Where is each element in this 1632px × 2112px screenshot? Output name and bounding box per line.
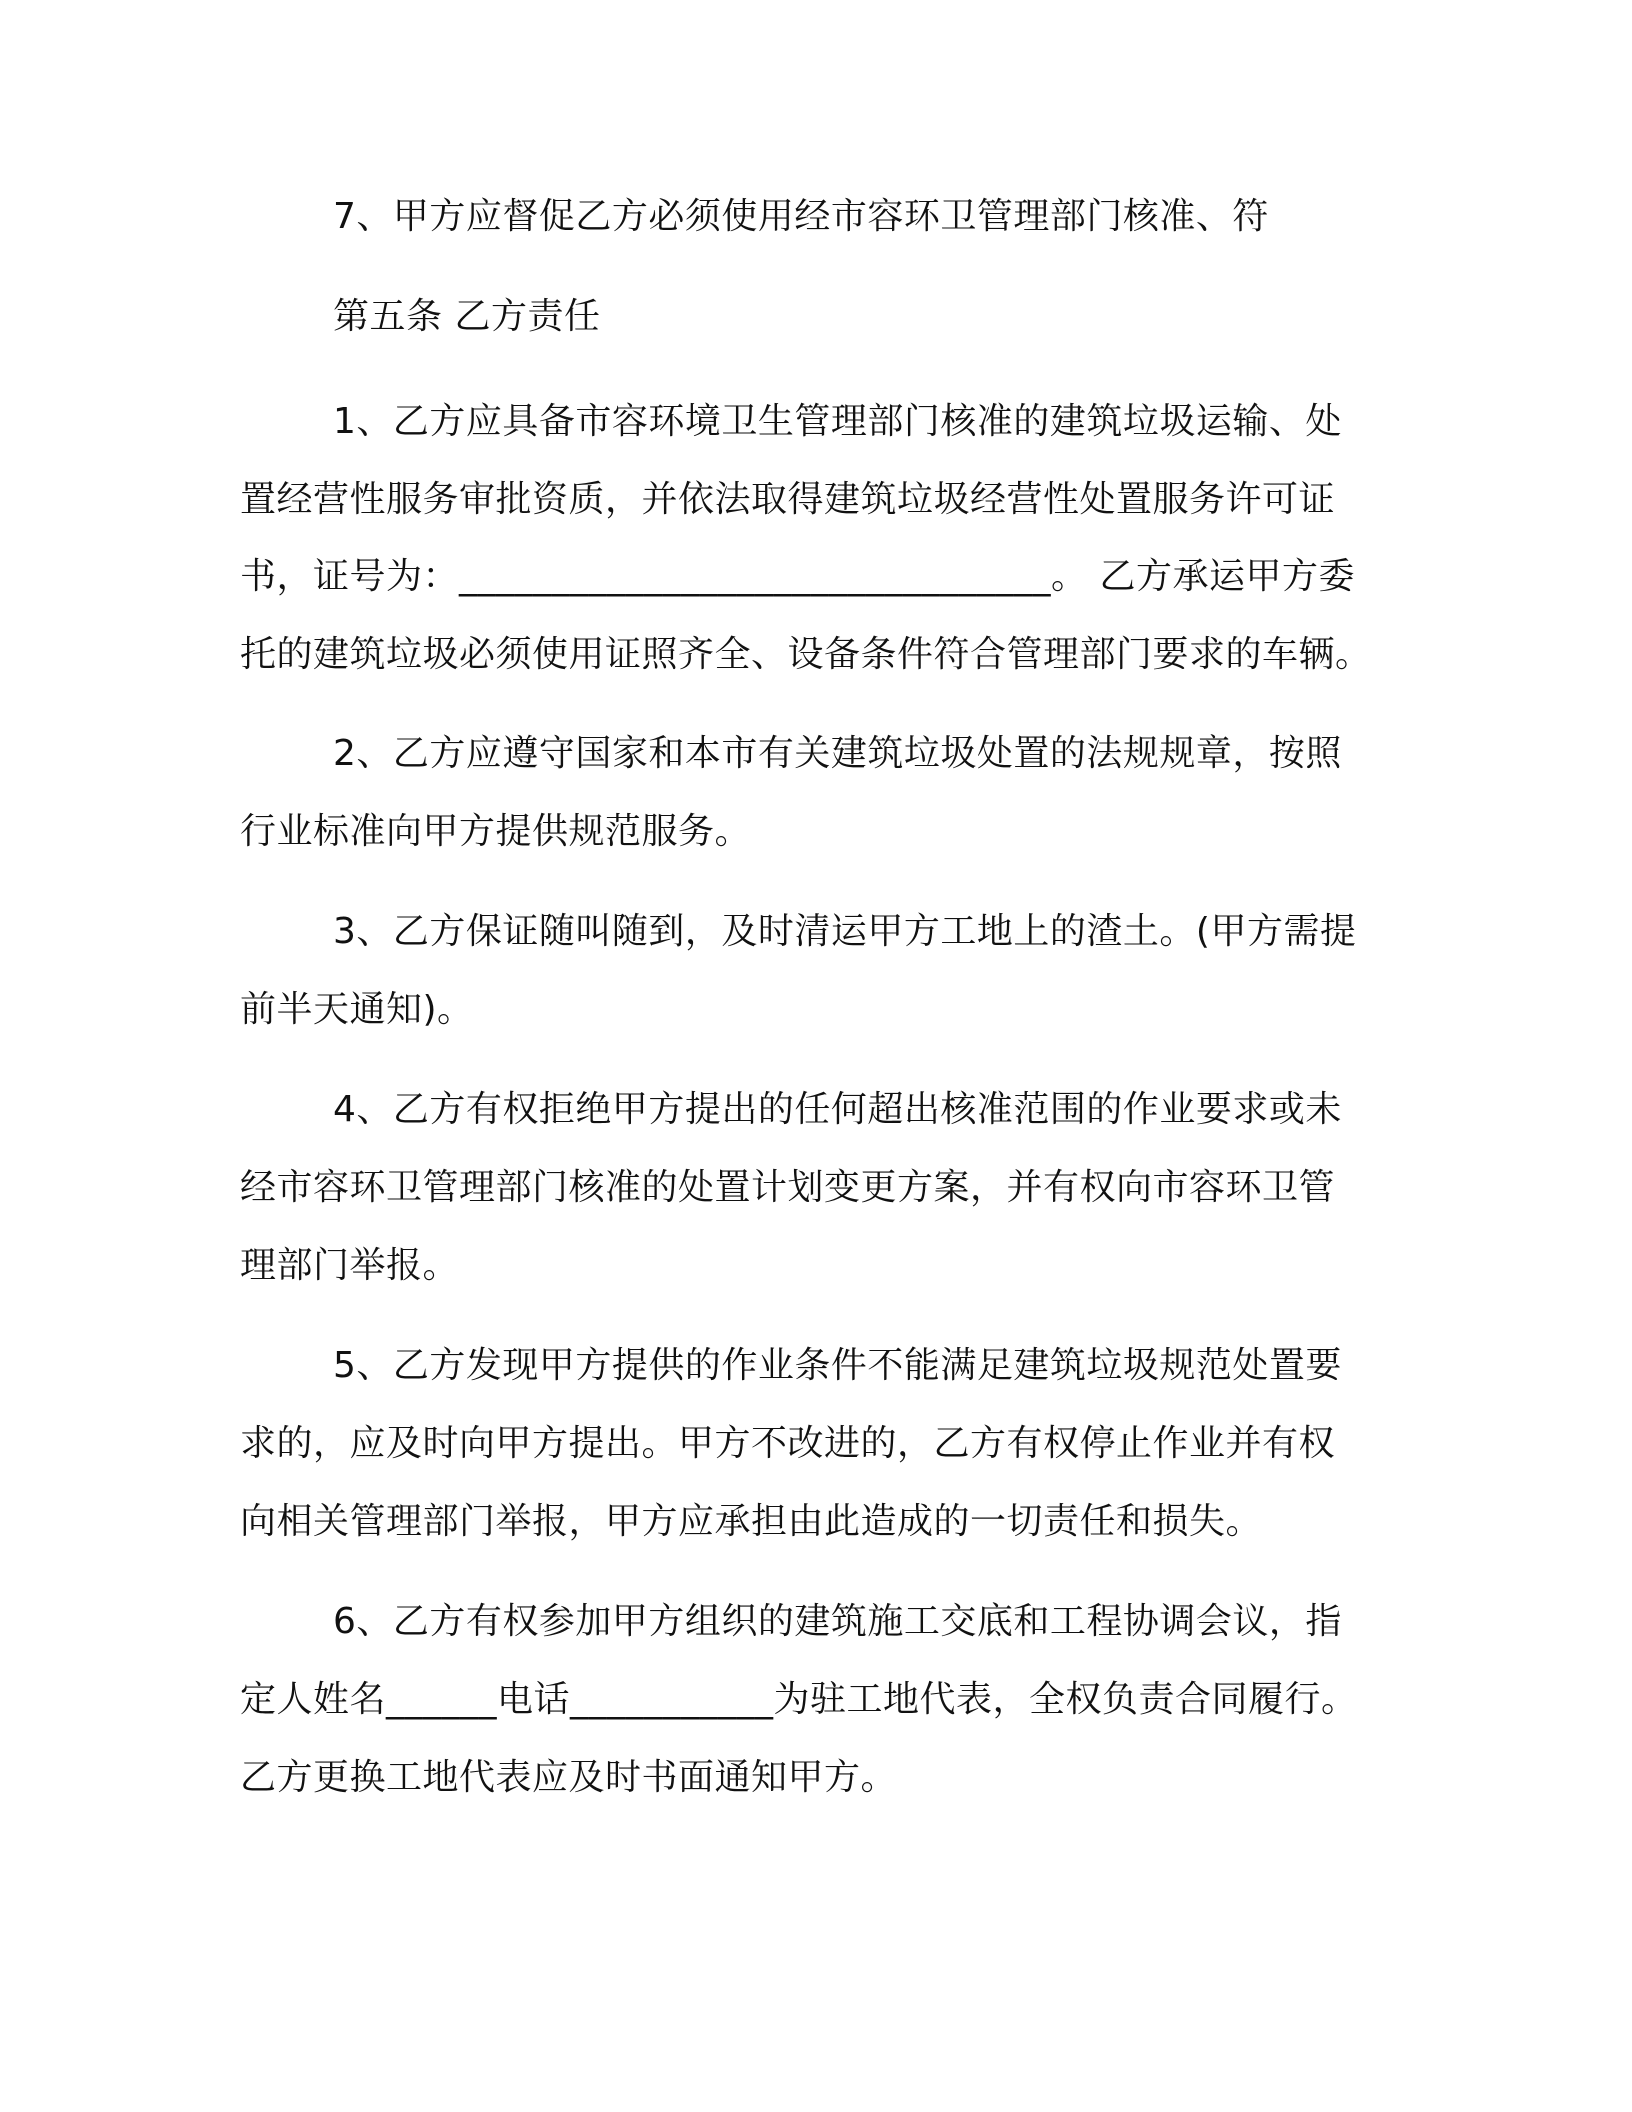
item-4-line-2: 经市容环卫管理部门核准的处置计划变更方案，并有权向市容环卫管: [240, 1167, 1336, 1208]
article-5-heading: 第五条 乙方责任: [333, 296, 601, 337]
item-4-line-1: 4、乙方有权拒绝甲方提出的任何超出核准范围的作业要求或未: [333, 1089, 1342, 1130]
item-1-line-3: 书，证号为：________________________________。 乙方承运甲方委: [240, 556, 1355, 597]
item-2-line-2: 行业标准向甲方提供规范服务。: [240, 811, 752, 852]
item-5-line-3: 向相关管理部门举报，甲方应承担由此造成的一切责任和损失。: [240, 1501, 1263, 1542]
clause-7-line-1: 7、甲方应督促乙方必须使用经市容环卫管理部门核准、符: [333, 196, 1269, 237]
item-6-line-2: 定人姓名______电话___________为驻工地代表，全权负责合同履行。: [240, 1679, 1358, 1720]
item-6-line-3: 乙方更换工地代表应及时书面通知甲方。: [240, 1757, 898, 1798]
item-5-line-2: 求的，应及时向甲方提出。甲方不改进的，乙方有权停止作业并有权: [240, 1423, 1336, 1464]
item-5-line-1: 5、乙方发现甲方提供的作业条件不能满足建筑垃圾规范处置要: [333, 1345, 1342, 1386]
item-1-line-4: 托的建筑垃圾必须使用证照齐全、设备条件符合管理部门要求的车辆。: [240, 634, 1372, 675]
item-1-line-1: 1、乙方应具备市容环境卫生管理部门核准的建筑垃圾运输、处: [333, 401, 1342, 442]
item-1-line-2: 置经营性服务审批资质，并依法取得建筑垃圾经营性处置服务许可证: [240, 479, 1336, 520]
item-6-line-1: 6、乙方有权参加甲方组织的建筑施工交底和工程协调会议，指: [333, 1601, 1342, 1642]
item-2-line-1: 2、乙方应遵守国家和本市有关建筑垃圾处置的法规规章，按照: [333, 733, 1342, 774]
item-3-line-2: 前半天通知)。: [240, 989, 474, 1030]
item-3-line-1: 3、乙方保证随叫随到，及时清运甲方工地上的渣土。(甲方需提: [333, 911, 1357, 952]
item-4-line-3: 理部门举报。: [240, 1245, 460, 1286]
